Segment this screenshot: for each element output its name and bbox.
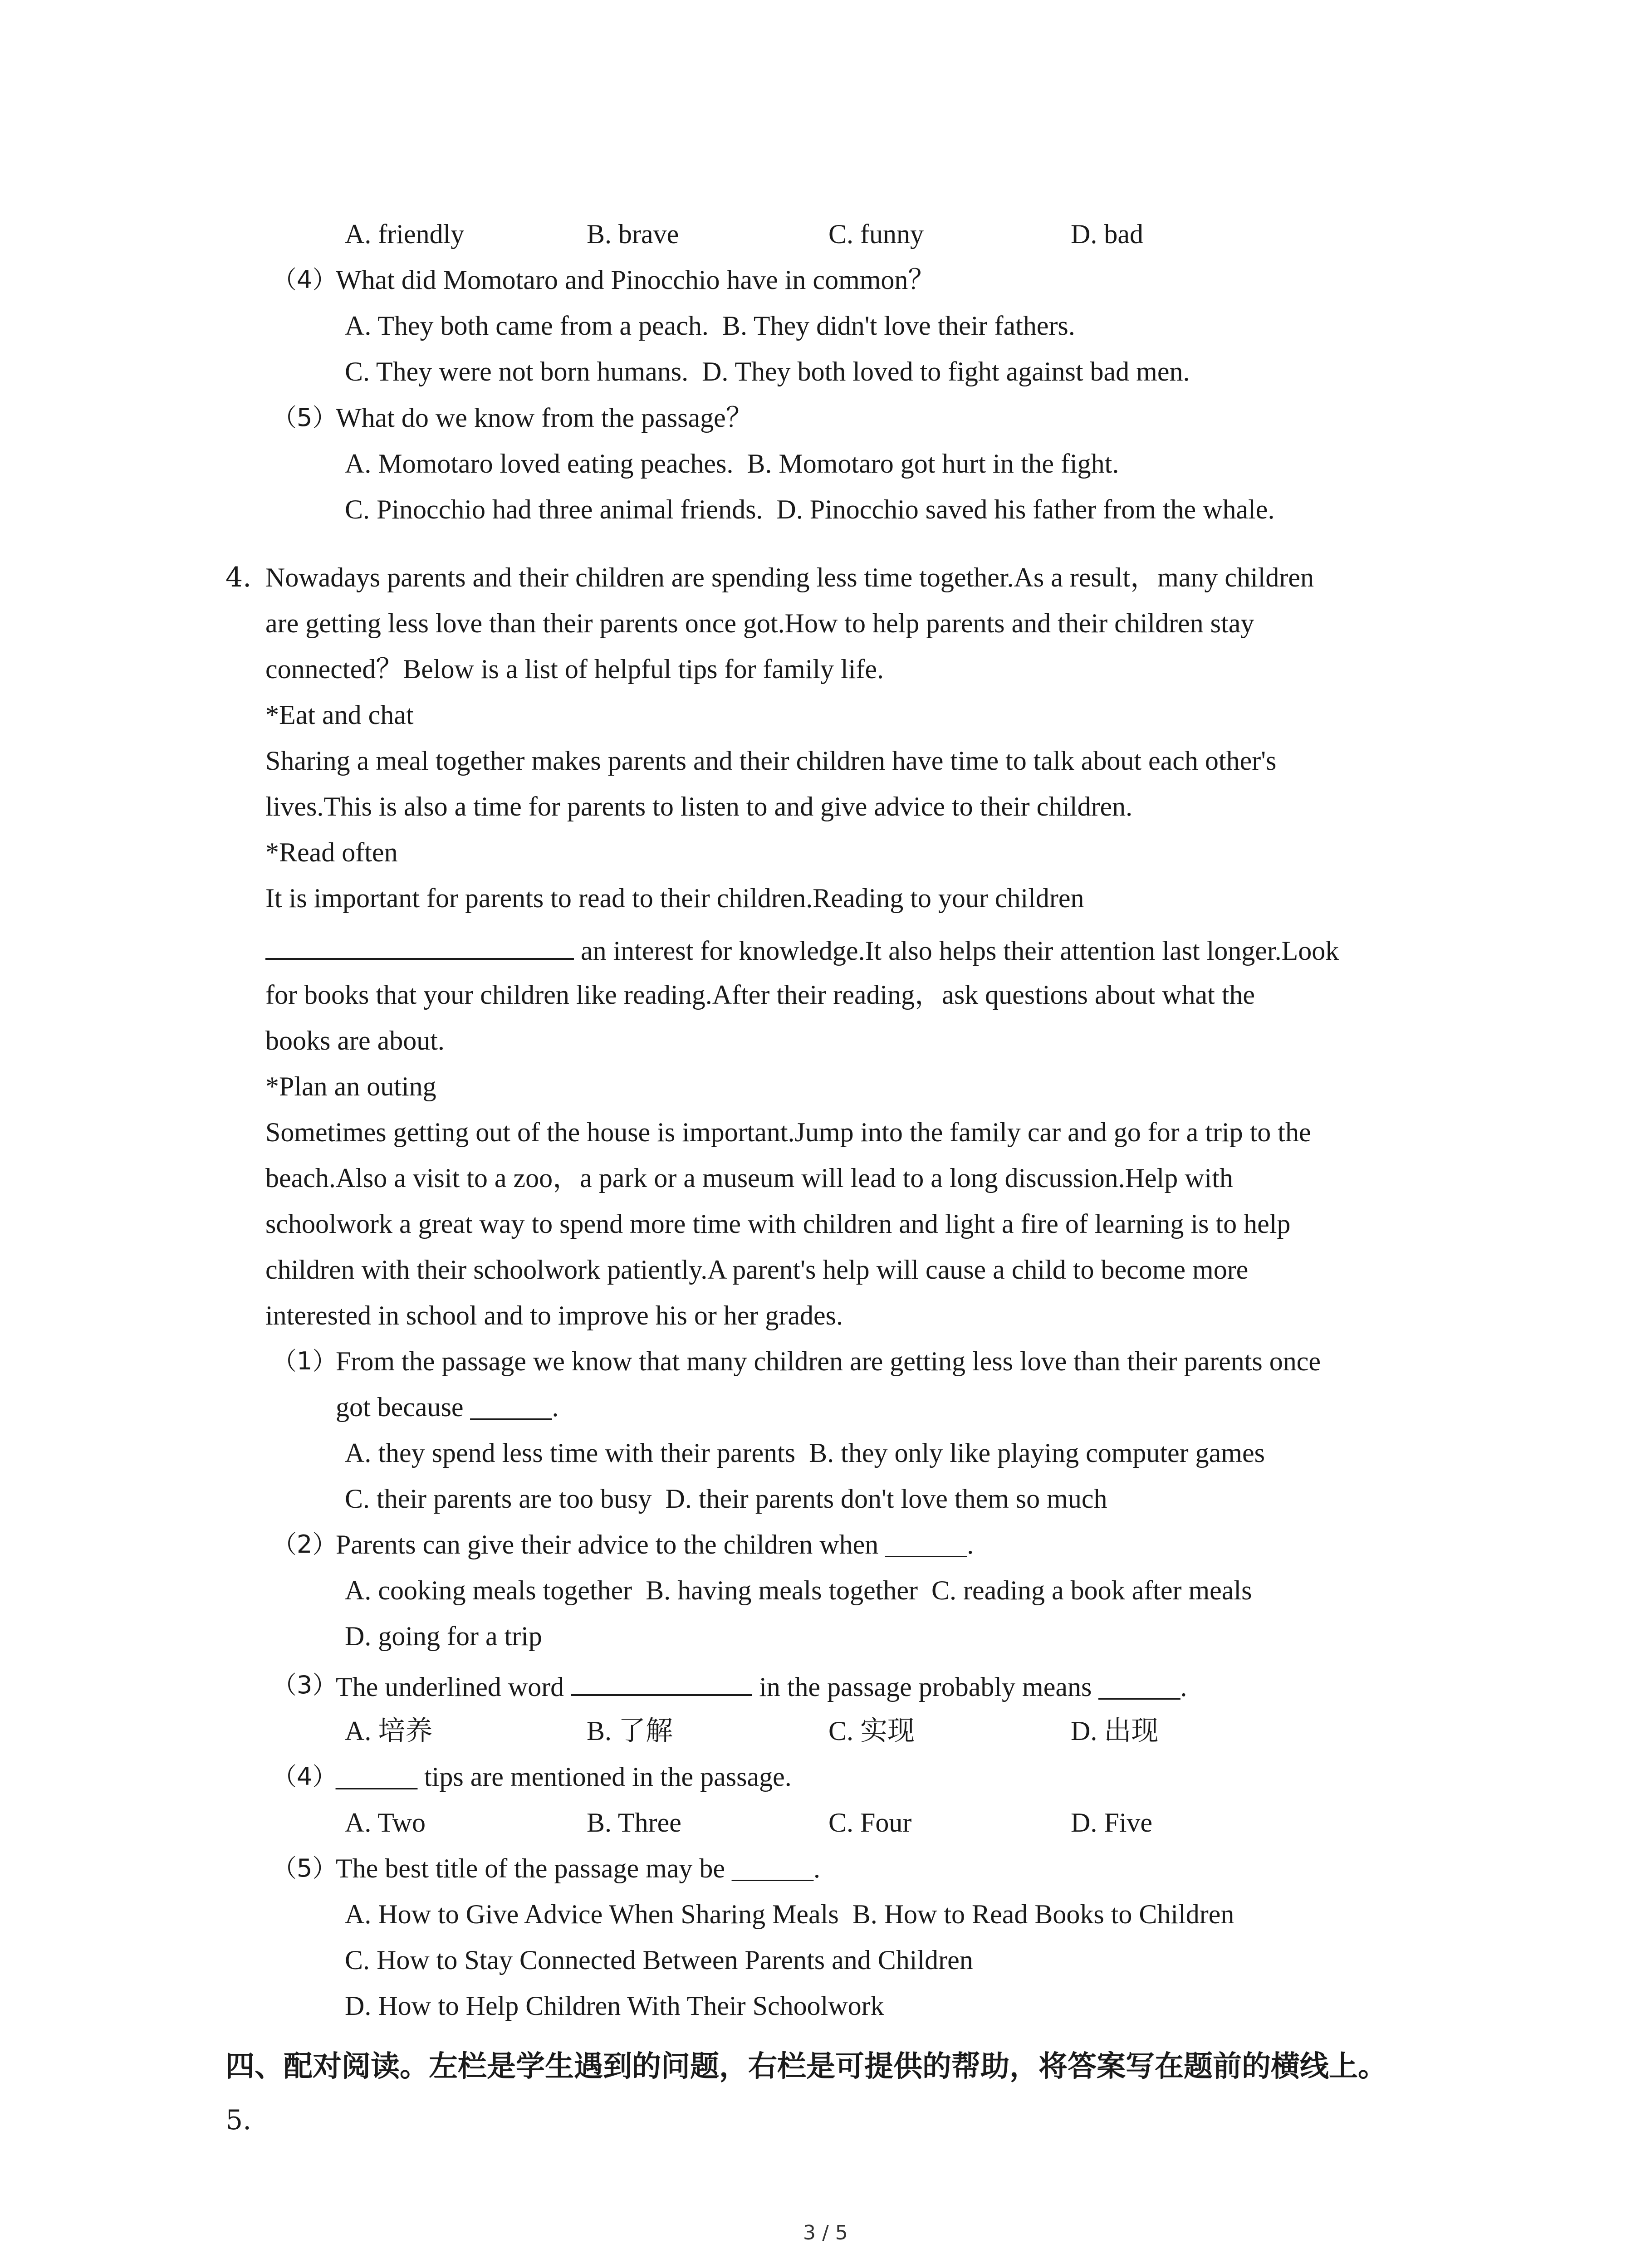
option-a: A. Momotaro loved eating peaches. B. Momotaro got hurt in the fight. — [345, 449, 1119, 479]
option-a: A. cooking meals together B. having meals together C. reading a book after meals — [345, 1575, 1252, 1605]
question-text: What did Momotaro and Pinocchio have in common？ — [336, 265, 936, 295]
passage-line: Sometimes getting out of the house is important.Jump into the family car and go for a trip to the — [265, 1117, 1311, 1147]
option-c: C. Pinocchio had three animal friends. D. Pinocchio saved his father from the whale. — [345, 494, 1275, 524]
option-c: C. funny — [828, 219, 924, 249]
option-c: C. reading a book after meals — [931, 1575, 1252, 1605]
question-number: （3） — [272, 1671, 337, 1699]
option-a: A. friendly — [345, 219, 465, 249]
option-d: D. Five — [1071, 1808, 1152, 1838]
passage-line: schoolwork a great way to spend more time with children and light a fire of learning is to help — [265, 1209, 1291, 1239]
option-b: B. They didn't love their fathers. — [722, 311, 1075, 341]
question-text: The underlined word in the passage probably means ______. — [336, 1669, 1187, 1703]
option-b: B. brave — [587, 219, 679, 249]
question-number: （5） — [272, 403, 337, 432]
passage-line: lives.This is also a time for parents to listen to and give advice to their children. — [265, 792, 1133, 821]
option-d: D. Pinocchio saved his father from the whale. — [776, 494, 1275, 524]
underlined-word-blank — [571, 1669, 752, 1696]
option-c: C. Four — [828, 1808, 912, 1838]
question-text: From the passage we know that many children are getting less love than their parents once — [336, 1346, 1321, 1376]
question-number: （2） — [272, 1530, 337, 1559]
passage-line: beach.Also a visit to a zoo，a park or a museum will lead to a long discussion.Help with — [265, 1163, 1233, 1193]
option-b: B. Three — [587, 1808, 681, 1838]
option-c: C. 实现 — [828, 1716, 915, 1746]
option-a: A. Two — [345, 1808, 426, 1838]
question-number: （4） — [272, 265, 337, 294]
option-a: A. they spend less time with their parents B. they only like playing computer games — [345, 1438, 1265, 1468]
option-c: C. How to Stay Connected Between Parents and Children — [345, 1945, 973, 1975]
passage-line: are getting less love than their parents once got.How to help parents and their children stay — [265, 608, 1254, 638]
question-text: ______ tips are mentioned in the passage. — [336, 1762, 792, 1792]
option-d: D. How to Help Children With Their Schoolwork — [345, 1991, 884, 2021]
passage-subheading: *Plan an outing — [265, 1071, 436, 1101]
section-heading: 四、配对阅读。左栏是学生遇到的问题，右栏是可提供的帮助，将答案写在题前的横线上。 — [225, 2050, 1387, 2083]
option-c: C. their parents are too busy D. their parents don't love them so much — [345, 1484, 1107, 1514]
option-a: A. They both came from a peach. B. They didn't love their fathers. — [345, 311, 1075, 341]
passage-line: an interest for knowledge.It also helps their attention last longer.Look — [265, 933, 1339, 967]
passage-line: Sharing a meal together makes parents and their children have time to talk about each other's — [265, 746, 1277, 776]
option-d: D. going for a trip — [345, 1621, 542, 1651]
option-b: B. 了解 — [587, 1716, 673, 1746]
question-text: The best title of the passage may be ______. — [336, 1853, 821, 1883]
passage-line: children with their schoolwork patiently.A parent's help will cause a child to become more — [265, 1255, 1249, 1285]
question-number: （4） — [272, 1762, 337, 1791]
passage-line: interested in school and to improve his or her grades. — [265, 1300, 843, 1330]
option-b: B. having meals together — [646, 1575, 918, 1605]
option-b: B. they only like playing computer games — [809, 1438, 1265, 1468]
question-text: What do we know from the passage？ — [336, 403, 753, 433]
option-b: B. How to Read Books to Children — [852, 1899, 1234, 1929]
option-a: A. How to Give Advice When Sharing Meals B. How to Read Books to Children — [345, 1899, 1234, 1929]
option-a: A. 培养 — [345, 1716, 433, 1746]
passage-line: connected？Below is a list of helpful tips for family life. — [265, 654, 884, 684]
passage-number: 4. — [225, 562, 252, 593]
option-d: D. 出现 — [1071, 1716, 1159, 1746]
question-text: got because ______. — [336, 1392, 559, 1422]
passage-subheading: *Read often — [265, 837, 398, 867]
passage-line: Nowadays parents and their children are spending less time together.As a result，many children — [265, 562, 1314, 592]
passage-line: It is important for parents to read to their children.Reading to your children — [265, 883, 1084, 913]
option-c: C. They were not born humans. D. They both loved to fight against bad men. — [345, 357, 1190, 386]
question-number: （1） — [272, 1347, 337, 1375]
page-number: 3 / 5 — [803, 2221, 848, 2244]
option-d: D. their parents don't love them so much — [665, 1484, 1107, 1514]
option-d: D. bad — [1071, 219, 1143, 249]
question-number: 5. — [225, 2104, 252, 2136]
passage-subheading: *Eat and chat — [265, 700, 414, 730]
passage-line: for books that your children like reading.After their reading，ask questions about what the — [265, 980, 1255, 1010]
passage-line: books are about. — [265, 1026, 445, 1056]
option-d: D. They both loved to fight against bad men. — [702, 357, 1190, 386]
question-number: （5） — [272, 1854, 337, 1882]
option-b: B. Momotaro got hurt in the fight. — [747, 449, 1119, 479]
underlined-word-blank — [265, 933, 574, 960]
question-text: Parents can give their advice to the children when ______. — [336, 1530, 974, 1559]
